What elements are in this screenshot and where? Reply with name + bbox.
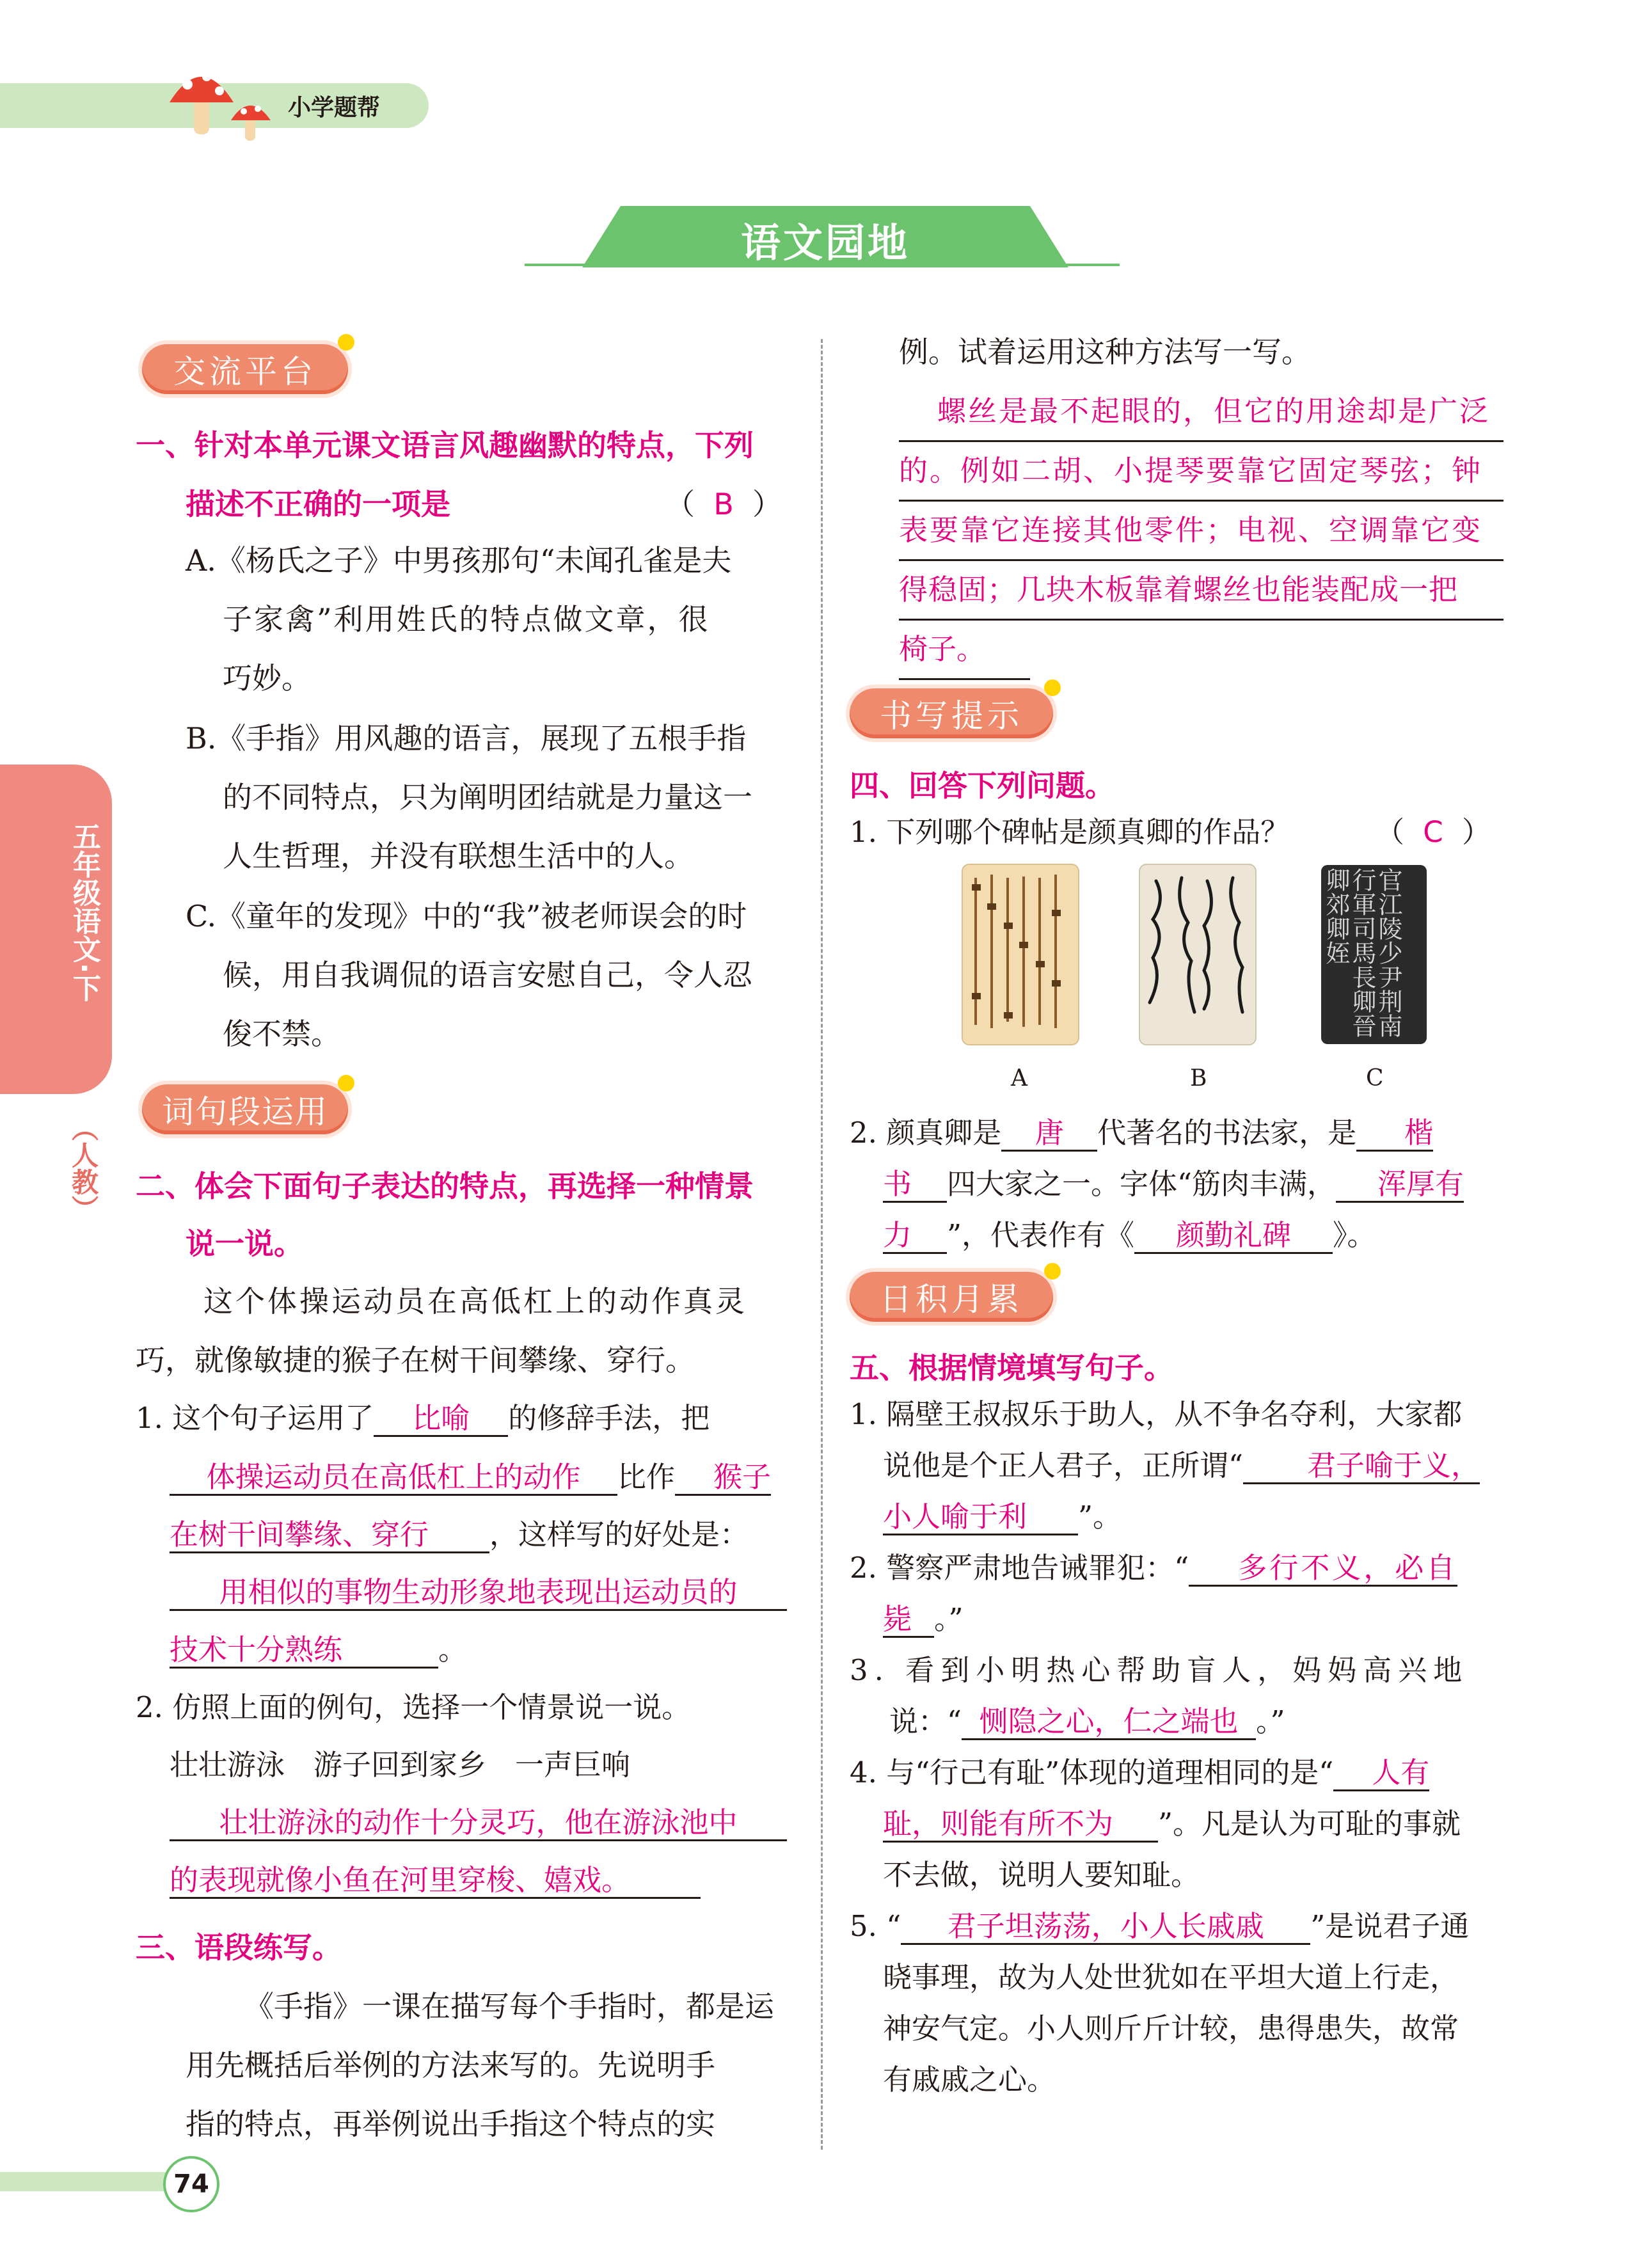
page-title: 语文园地 bbox=[740, 219, 910, 266]
q3-answer bbox=[899, 383, 1503, 680]
blank-scene-cont[interactable]: 的表现就像小鱼在河里穿梭、嬉戏。 bbox=[170, 1864, 701, 1899]
blank-rhetoric[interactable]: 比喻 bbox=[374, 1402, 508, 1437]
badge-writing-tips: 书写提示 bbox=[850, 688, 1053, 738]
blank-script-cont[interactable]: 书 bbox=[883, 1168, 947, 1203]
blank-style-cont[interactable]: 力 bbox=[883, 1219, 947, 1254]
q2-s1-line2 bbox=[170, 1448, 771, 1506]
q3-continuation: 例。试着运用这种方法写一写。 bbox=[899, 335, 1311, 369]
q5-s3-line1: 3. 看到小明热心帮助盲人，妈妈高兴地 bbox=[850, 1653, 1469, 1687]
blank-object[interactable]: 猴子 bbox=[675, 1461, 771, 1496]
answer-line[interactable]: 螺丝是最不起眼的，但它的用途却是广泛 bbox=[899, 383, 1503, 442]
paren-close: ） bbox=[752, 487, 782, 521]
q4-s1 bbox=[850, 804, 1289, 861]
blank-script[interactable]: 楷 bbox=[1356, 1116, 1433, 1152]
caption-c: C bbox=[1366, 1065, 1384, 1091]
blank-benefit[interactable]: 用相似的事物生动形象地表现出运动员的 bbox=[170, 1576, 787, 1611]
text: 。 bbox=[438, 1633, 468, 1667]
text: 2. 颜真卿是 bbox=[850, 1116, 1002, 1150]
q4-s2-line1 bbox=[850, 1104, 1433, 1162]
sidebar-edition: （人教） bbox=[68, 1114, 99, 1222]
q2-s1-line3 bbox=[170, 1506, 749, 1564]
passage-line: 用先概括后举例的方法来写的。先说明手 bbox=[186, 2048, 715, 2082]
column-divider bbox=[821, 339, 823, 2150]
paren-open: （ bbox=[1376, 815, 1405, 849]
text: 说：“ bbox=[889, 1704, 962, 1738]
blank-object-cont[interactable]: 在树干间攀缘、穿行 bbox=[170, 1518, 489, 1553]
option-line: 巧妙。 bbox=[223, 661, 311, 695]
blank-proverb2[interactable]: 多行不义，必自 bbox=[1189, 1551, 1457, 1587]
text: 4. 与“行己有耻”体现的道理相同的是“ bbox=[850, 1756, 1334, 1789]
blank-masterpiece[interactable]: 颜勤礼碑 bbox=[1134, 1219, 1333, 1254]
calligraphy-image-c bbox=[1321, 865, 1427, 1044]
q2-s1-line1 bbox=[136, 1390, 710, 1447]
q2-s1-line4 bbox=[170, 1564, 787, 1621]
text: 5. “ bbox=[850, 1909, 901, 1943]
text: 2. 警察严肃地告诫罪犯：“ bbox=[850, 1551, 1189, 1585]
page-number: 74 bbox=[163, 2156, 219, 2212]
option-line: 的不同特点，只为阐明团结就是力量这一 bbox=[223, 780, 752, 814]
blank-dynasty[interactable]: 唐 bbox=[1001, 1116, 1097, 1152]
q5-s5-line1 bbox=[850, 1898, 1469, 1955]
q2-example-line1: 这个体操运动员在高低杠上的动作真灵 bbox=[203, 1284, 747, 1319]
passage-line: 《手指》一课在描写每个手指时，都是运 bbox=[244, 1989, 774, 2024]
q4-s2-line2 bbox=[883, 1155, 1464, 1213]
q5-s4-line3: 不去做，说明人要知耻。 bbox=[883, 1858, 1200, 1892]
passage-line: 指的特点，再举例说出手指这个特点的实 bbox=[186, 2107, 715, 2141]
q1-answer-paren bbox=[665, 481, 782, 523]
calligraphy-image-b bbox=[1140, 865, 1255, 1044]
blank-proverb3[interactable]: 恻隐之心，仁之端也 bbox=[962, 1705, 1256, 1740]
text: 1. 这个句子运用了 bbox=[136, 1401, 374, 1435]
q5-s4-line2 bbox=[883, 1795, 1461, 1853]
text: 比作 bbox=[617, 1460, 676, 1494]
brand-label: 小学题帮 bbox=[288, 95, 381, 121]
badge-communication: 交流平台 bbox=[142, 344, 348, 394]
badge-star bbox=[1044, 1263, 1061, 1280]
q5-s5-line2: 晓事理，故为人处世犹如在平坦大道上行走， bbox=[883, 1960, 1459, 1994]
mushroom-logo bbox=[163, 58, 278, 147]
paren-close: ） bbox=[1462, 815, 1491, 849]
blank-proverb1[interactable]: 君子喻于义， bbox=[1243, 1449, 1480, 1484]
text: 说他是个正人君子，正所谓“ bbox=[883, 1448, 1244, 1482]
q1-option-b bbox=[186, 709, 800, 885]
q1-answer: B bbox=[713, 487, 734, 521]
q2-s2-options: 壮壮游泳 游子回到家乡 一声巨响 bbox=[170, 1748, 631, 1782]
q1-option-a bbox=[186, 531, 800, 708]
text: 。” bbox=[934, 1602, 964, 1636]
stele-characters: 官江陵少尹荆南行軍司馬長卿晉卿郊卿姪 bbox=[1322, 868, 1402, 1038]
q1-title-line1: 一、针对本单元课文语言风趣幽默的特点，下列 bbox=[136, 428, 754, 463]
text: 四大家之一。字体“筋肉丰满， bbox=[947, 1167, 1337, 1201]
q5-s1-line2 bbox=[883, 1437, 1480, 1495]
q5-s5-line4: 有戚戚之心。 bbox=[883, 2063, 1056, 2097]
blank-proverb1-cont[interactable]: 小人喻于利 bbox=[883, 1500, 1078, 1535]
text: ”，代表作有《 bbox=[947, 1218, 1135, 1252]
q2-example-line2: 巧，就像敏捷的猴子在树干间攀缘、穿行。 bbox=[136, 1343, 695, 1377]
q1-option-c bbox=[186, 887, 800, 1063]
q2-s2-line: 2. 仿照上面的例句，选择一个情景说一说。 bbox=[136, 1690, 691, 1724]
q5-s1-line1: 1. 隔壁王叔叔乐于助人，从不争名夺利，大家都 bbox=[850, 1397, 1463, 1431]
q2-s2-answer-line1 bbox=[170, 1794, 787, 1852]
option-line: B.《手指》用风趣的语言，展现了五根手指 bbox=[186, 721, 747, 756]
badge-star bbox=[338, 1075, 354, 1091]
answer-line[interactable]: 表要靠它连接其他零件；电视、空调靠它变 bbox=[899, 502, 1503, 561]
q4-s1-answer: C bbox=[1423, 815, 1443, 849]
blank-proverb2-cont[interactable]: 毙 bbox=[883, 1603, 934, 1638]
blank-proverb4-cont[interactable]: 耻，则能有所不为 bbox=[883, 1807, 1158, 1843]
q1-title-line2: 描述不正确的一项是 bbox=[186, 487, 450, 521]
answer-line[interactable]: 的。例如二胡、小提琴要靠它固定琴弦；钟 bbox=[899, 442, 1503, 502]
text: ”。凡是认为可耻的事就 bbox=[1158, 1807, 1461, 1841]
caption-b: B bbox=[1190, 1065, 1207, 1091]
blank-proverb4[interactable]: 人有 bbox=[1333, 1756, 1429, 1791]
q5-s4-line1 bbox=[850, 1744, 1429, 1802]
caption-a: A bbox=[1011, 1065, 1027, 1091]
q5-s2-line1 bbox=[850, 1539, 1457, 1597]
badge-star bbox=[1044, 679, 1061, 696]
q2-title-line1: 二、体会下面句子表达的特点，再选择一种情景 bbox=[136, 1169, 754, 1203]
blank-scene[interactable]: 壮壮游泳的动作十分灵巧，他在游泳池中 bbox=[170, 1806, 787, 1841]
q2-title-line2: 说一说。 bbox=[186, 1226, 303, 1261]
q5-s2-line2 bbox=[883, 1590, 964, 1648]
answer-line[interactable]: 得稳固；几块木板靠着螺丝也能装配成一把 bbox=[899, 561, 1503, 621]
blank-style[interactable]: 浑厚有 bbox=[1336, 1168, 1464, 1203]
text: 1. 下列哪个碑帖是颜真卿的作品？ bbox=[850, 815, 1290, 849]
option-line: 候，用自我调侃的语言安慰自己，令人忍 bbox=[223, 958, 752, 992]
badge-star bbox=[338, 334, 354, 351]
option-line: 俊不禁。 bbox=[223, 1017, 340, 1051]
q3-passage bbox=[186, 1977, 800, 2153]
option-line: A.《杨氏之子》中男孩那句“未闻孔雀是夫 bbox=[186, 543, 732, 578]
badge-phrase-usage: 词句段运用 bbox=[142, 1084, 348, 1134]
q5-title: 五、根据情境填写句子。 bbox=[850, 1351, 1173, 1385]
q3-title: 三、语段练写。 bbox=[136, 1930, 342, 1965]
badge-daily-accumulation: 日积月累 bbox=[850, 1272, 1053, 1322]
text: ”是说君子通 bbox=[1310, 1909, 1470, 1943]
option-line: 子家禽”利用姓氏的特点做文章，很 bbox=[223, 602, 710, 637]
text: 的修辞手法，把 bbox=[508, 1401, 710, 1435]
q5-s1-line3 bbox=[883, 1488, 1122, 1546]
text: 。” bbox=[1256, 1704, 1285, 1738]
q2-s1-line5 bbox=[170, 1621, 467, 1679]
text: 》。 bbox=[1333, 1218, 1376, 1252]
sidebar-grade: 五年级语文·下 bbox=[68, 822, 100, 1002]
blank-subject[interactable]: 体操运动员在高低杠上的动作 bbox=[170, 1461, 617, 1496]
blank-benefit-cont[interactable]: 技术十分熟练 bbox=[170, 1633, 438, 1669]
q4-s1-paren bbox=[1376, 804, 1491, 861]
calligraphy-image-a bbox=[963, 865, 1078, 1044]
q5-s3-line2 bbox=[889, 1693, 1285, 1750]
q2-s2-answer-line2 bbox=[170, 1852, 701, 1909]
q4-title: 四、回答下列问题。 bbox=[850, 768, 1114, 803]
answer-line[interactable]: 椅子。 bbox=[899, 621, 1030, 680]
q5-s5-line3: 神安气定。小人则斤斤计较，患得患失，故常 bbox=[883, 2011, 1459, 2045]
text: ，这样写的好处是： bbox=[489, 1518, 749, 1551]
q4-s2-line3 bbox=[883, 1207, 1376, 1264]
text: ”。 bbox=[1078, 1500, 1122, 1534]
blank-proverb5[interactable]: 君子坦荡荡，小人长戚戚 bbox=[901, 1910, 1310, 1945]
paren-open: （ bbox=[665, 487, 695, 521]
option-line: C.《童年的发现》中的“我”被老师误会的时 bbox=[186, 899, 747, 933]
option-line: 人生哲理，并没有联想生活中的人。 bbox=[223, 839, 694, 873]
text: 代著名的书法家，是 bbox=[1097, 1116, 1357, 1150]
